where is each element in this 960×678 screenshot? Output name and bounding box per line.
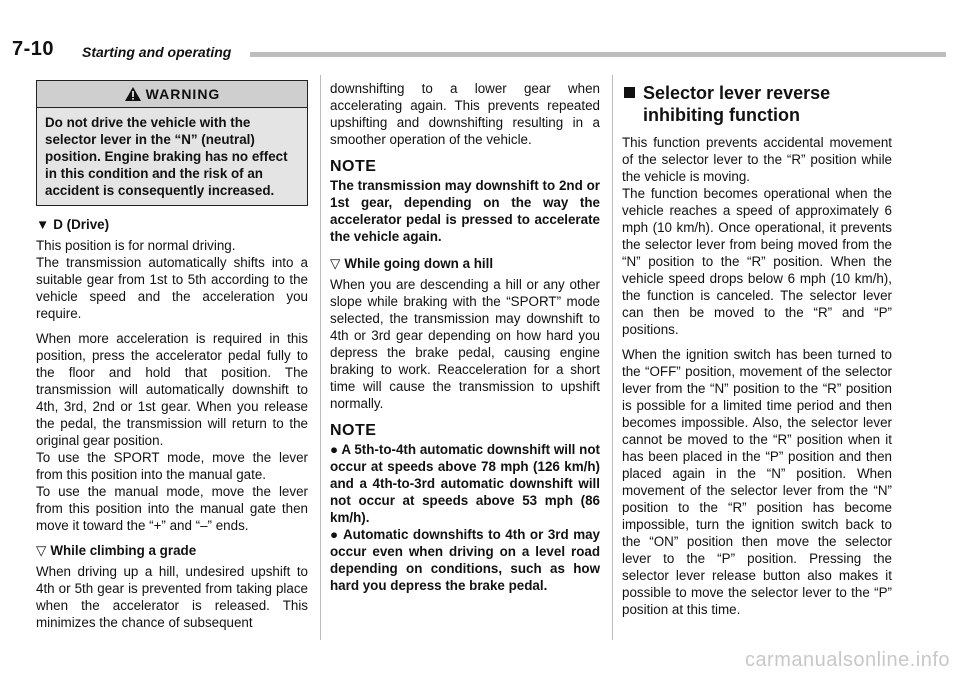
- drive-paragraph: When more acceleration is required in this position, press the accelerator pedal fully to the floor and hold that position. The transmission will automatically downshift to 4th, 3rd, 2nd or 1st gear. When you release the pedal, the transmission will return to the original gear position.: [36, 331, 308, 448]
- downhill-heading-text: While going down a hill: [344, 256, 494, 271]
- bullet-icon: ●: [330, 527, 339, 542]
- section-title: Starting and operating: [82, 44, 232, 60]
- note-bullet: ● A 5th-to-4th automatic downshift will not occur at speeds above 78 mph (126 km/h) and a 4th-to-3rd automatic downshift will not occur at speeds above 53 mph (86 km/h).: [330, 442, 600, 525]
- page-number: 7-10: [12, 38, 55, 60]
- drive-paragraph: The transmission automatically shifts into a suitable gear from 1st to 5th according to the vehicle speed and the acceleration you require.: [36, 255, 308, 321]
- drive-heading: [36, 216, 308, 233]
- column-divider: [612, 75, 613, 640]
- watermark: carmanualsonline.info: [744, 649, 950, 671]
- drive-paragraph: To use the SPORT mode, move the lever from this position into the manual gate.: [36, 450, 308, 482]
- outline-triangle-icon: ▽: [36, 543, 47, 558]
- note-bullet: ● Automatic downshifts to 4th or 3rd may occur even when driving on a level road depending on conditions, such as how hard you depress the brake pedal.: [330, 527, 600, 593]
- outline-triangle-icon: ▽: [330, 256, 341, 271]
- reverse-inhibit-paragraph: This function prevents accidental movement of the selector lever to the “R” position while the vehicle is moving.: [622, 135, 892, 184]
- reverse-inhibit-heading: [622, 82, 892, 126]
- warning-header: [37, 81, 307, 108]
- drive-paragraph: To use the manual mode, move the lever from this position into the manual gate then move it toward the “+” and “–” ends.: [36, 484, 308, 533]
- climbing-heading-text: While climbing a grade: [50, 543, 197, 558]
- downhill-paragraph: When you are descending a hill or any other slope while braking with the “SPORT” mode selected, the transmission may downshift to 4th or 3rd gear depending on how hard you depress the brake pedal, causing engine braking to work. Reacceleration for a short time will cause the transmission to upshift normally.: [330, 277, 600, 411]
- header-rule: [250, 52, 946, 57]
- climbing-heading: [36, 542, 308, 559]
- drive-paragraph: This position is for normal driving.: [36, 238, 236, 253]
- warning-title: WARNING: [145, 85, 221, 102]
- warning-triangle-icon: [124, 86, 142, 102]
- page-header: [0, 0, 960, 64]
- solid-triangle-icon: ▼: [36, 217, 50, 232]
- note-title: NOTE: [330, 158, 377, 175]
- reverse-inhibit-paragraph: The function becomes operational when the vehicle reaches a speed of approximately 6 mph (10 km/h). Once operational, it prevents the selector lever from being moved from the “N” position to the “R” position. When the vehicle speed drops below 6 mph (10 km/h), the function is canceled. The selector lever can then be moved to the “R” and “P” positions.: [622, 186, 892, 337]
- drive-heading-text: D (Drive): [53, 217, 110, 232]
- reverse-inhibit-heading-text: Selector lever reverse inhibiting function: [643, 83, 831, 125]
- square-bullet-icon: [624, 87, 635, 98]
- column-1: [36, 80, 308, 639]
- bullet-icon: ●: [330, 442, 339, 457]
- reverse-inhibit-paragraph: When the ignition switch has been turned to the “OFF” position, movement of the selector lever from the “N” position to the “R” position is possible for a limited time period and then becomes impossible. Also, the selector lever cannot be moved to the “R” position when it has been placed in the “P” position and then placed again in the “N” position. When movement of the selector lever from the “N” position to the “R” position has become impossible, turn the ignition switch back to the “ON” position then move the selector lever to the “P” position. Pressing the selector lever release button also makes it possible to move the selector lever to the “P” position at this time.: [622, 347, 892, 617]
- note-title: NOTE: [330, 422, 377, 439]
- continuation-paragraph: downshifting to a lower gear when accelerating again. This prevents repeated upshifting and downshifting resulting in a smoother operation of the vehicle.: [330, 81, 600, 147]
- downhill-heading: [330, 255, 600, 272]
- climbing-paragraph: When driving up a hill, undesired upshift to 4th or 5th gear is prevented from taking place when the accelerator is released. This minimizes the chance of subsequent: [36, 564, 308, 630]
- warning-box: [36, 80, 308, 206]
- column-divider: [320, 75, 321, 640]
- note-text: The transmission may downshift to 2nd or 1st gear, depending on the way the accelerator pedal is pressed to accelerate the vehicle again.: [330, 178, 600, 244]
- column-3: [622, 80, 892, 626]
- warning-text: Do not drive the vehicle with the selector lever in the “N” (neutral) position. Engine braking has no effect in this condition and the risk of an accident is consequently increased.: [45, 115, 288, 198]
- column-2: [330, 80, 600, 594]
